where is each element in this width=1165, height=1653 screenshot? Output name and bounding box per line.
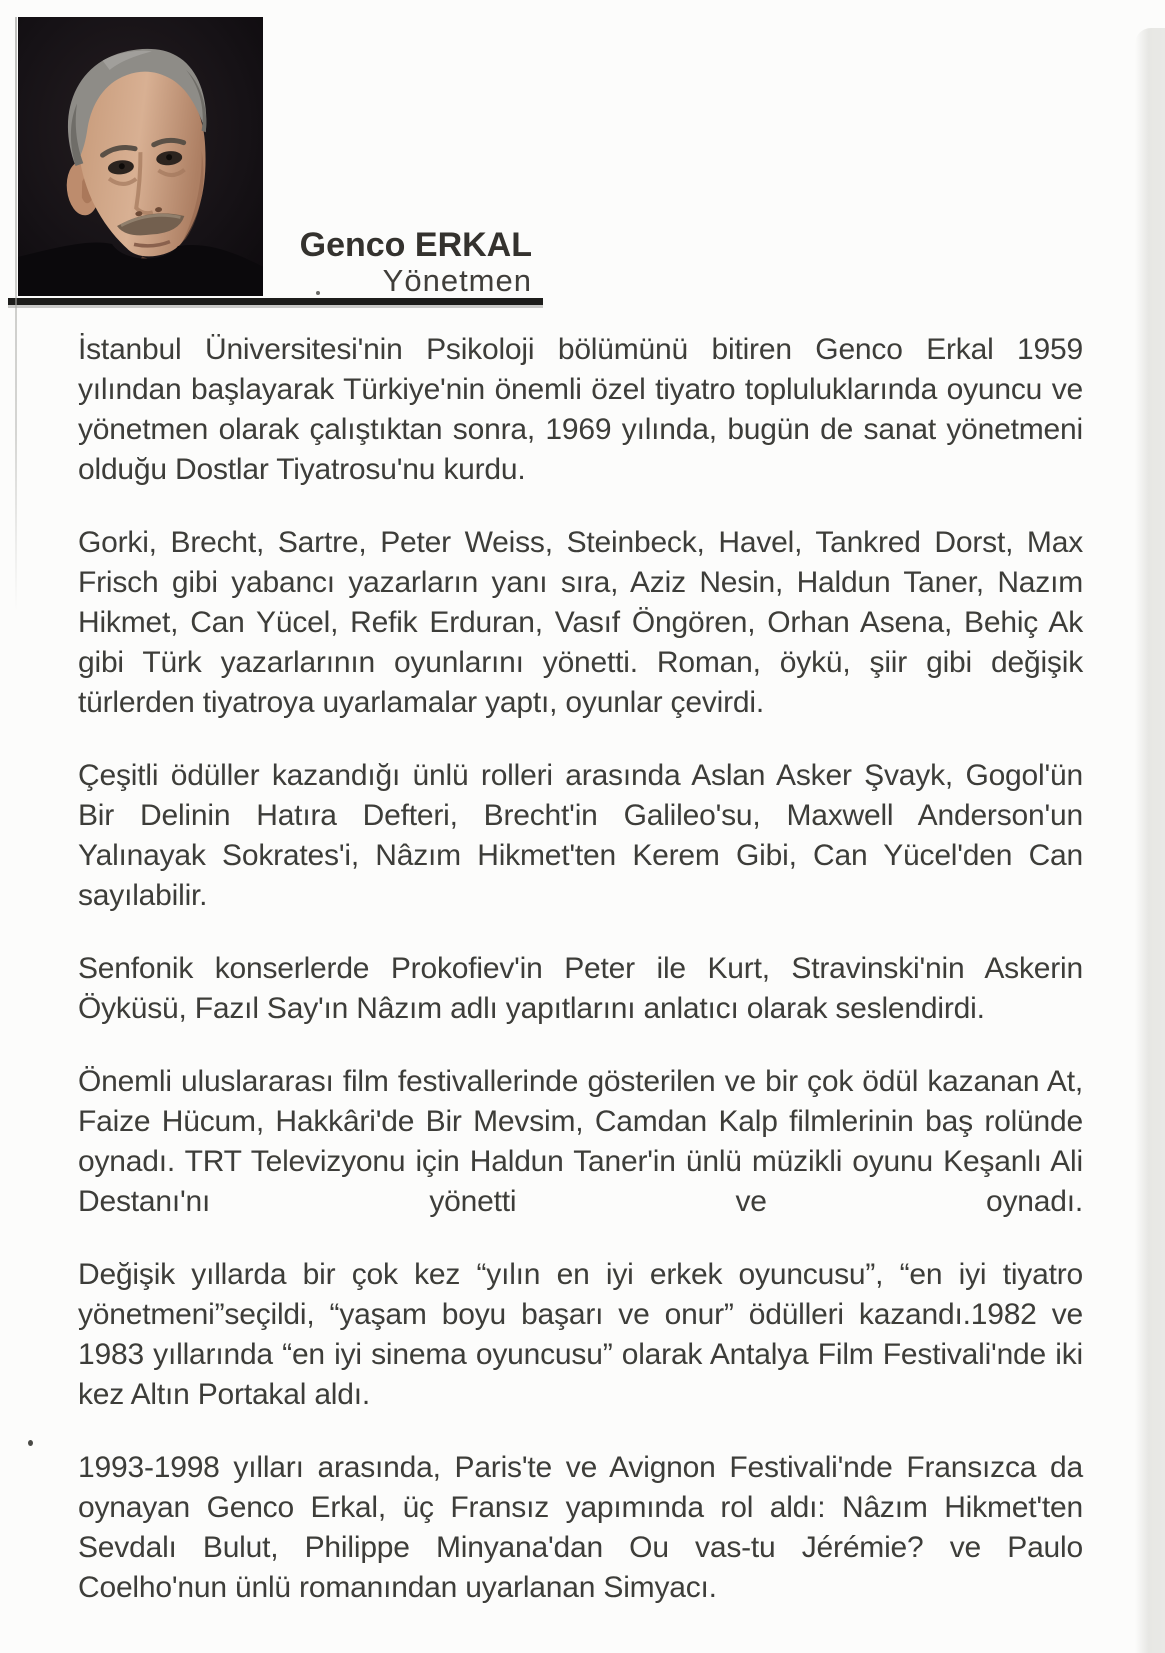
bio-paragraph-3: Çeşitli ödüller kazandığı ünlü rolleri arasında Aslan Asker Şvayk, Gogol'ün Bir Delinin Hatıra Defteri, Brecht'in Galileo'su, Maxwell Anderson'un Yalınayak Sokrates'i, Nâzım Hikmet'ten Kerem Gibi, Can Yücel'den Can sayılabilir. bbox=[78, 759, 1083, 912]
scan-artifact-dot-small bbox=[316, 291, 320, 295]
header-block bbox=[250, 226, 532, 298]
scan-artifact-dot bbox=[28, 1440, 33, 1446]
bio-paragraph-6: Değişik yıllarda bir çok kez “yılın en iyi erkek oyuncusu”, “en iyi tiyatro yönetmeni”seçildi, “yaşam boyu başarı ve onur” ödülleri kazandı.1982 ve 1983 yıllarında “en iyi sinema oyuncusu” olarak Antalya Film Festivali'nde iki kez Altın Portakal aldı. bbox=[78, 1258, 1083, 1411]
header-divider bbox=[8, 298, 543, 305]
bio-paragraph-1: İstanbul Üniversitesi'nin Psikoloji bölümünü bitiren Genco Erkal 1959 yılından başlayarak Türkiye'nin önemli özel tiyatro topluluklarında oyuncu ve yönetmen olarak çalıştıktan sonra, 1969 yılında, bugün de sanat yönetmeni olduğu Dostlar Tiyatrosu'nu kurdu. bbox=[78, 333, 1083, 486]
bio-paragraph-4: Senfonik konserlerde Prokofiev'in Peter ile Kurt, Stravinski'nin Askerin Öyküsü, Fazıl Say'ın Nâzım adlı yapıtlarını anlatıcı olarak seslendirdi. bbox=[78, 952, 1083, 1025]
person-role: Yönetmen bbox=[382, 263, 532, 298]
page-title: Genco ERKAL bbox=[299, 226, 532, 264]
bio-paragraph-5: Önemli uluslararası film festivallerinde gösterilen ve bir çok ödül kazanan At, Faize Hücum, Hakkâri'de Bir Mevsim, Camdan Kalp filmlerinin baş rolünde oynadı. TRT Televizyonu için Haldun Taner'in ünlü müzikli oyunu Keşanlı Ali Destanı'nı yönetti ve oynadı. bbox=[78, 1065, 1083, 1218]
scan-edge-shadow bbox=[1135, 28, 1165, 1653]
portrait-illustration bbox=[18, 17, 263, 296]
scan-line-artifact bbox=[15, 17, 17, 612]
portrait-photo bbox=[18, 17, 263, 296]
biography-text bbox=[78, 330, 1083, 1641]
bio-paragraph-2: Gorki, Brecht, Sartre, Peter Weiss, Steinbeck, Havel, Tankred Dorst, Max Frisch gibi yabancı yazarların yanı sıra, Aziz Nesin, Haldun Taner, Nazım Hikmet, Can Yücel, Refik Erduran, Vasıf Öngören, Orhan Asena, Behiç Ak gibi Türk yazarlarının oyunlarını yönetti. Roman, öykü, şiir gibi değişik türlerden tiyatroya uyarlamalar yaptı, oyunlar çevirdi. bbox=[78, 526, 1083, 719]
bio-paragraph-7: 1993-1998 yılları arasında, Paris'te ve Avignon Festivali'nde Fransızca da oynayan Genco Erkal, üç Fransız yapımında rol aldı: Nâzım Hikmet'ten Sevdalı Bulut, Philippe Minyana'dan Ou vas-tu Jérémie? ve Paulo Coelho'nun ünlü romanından uyarlanan Simyacı. bbox=[78, 1451, 1083, 1604]
